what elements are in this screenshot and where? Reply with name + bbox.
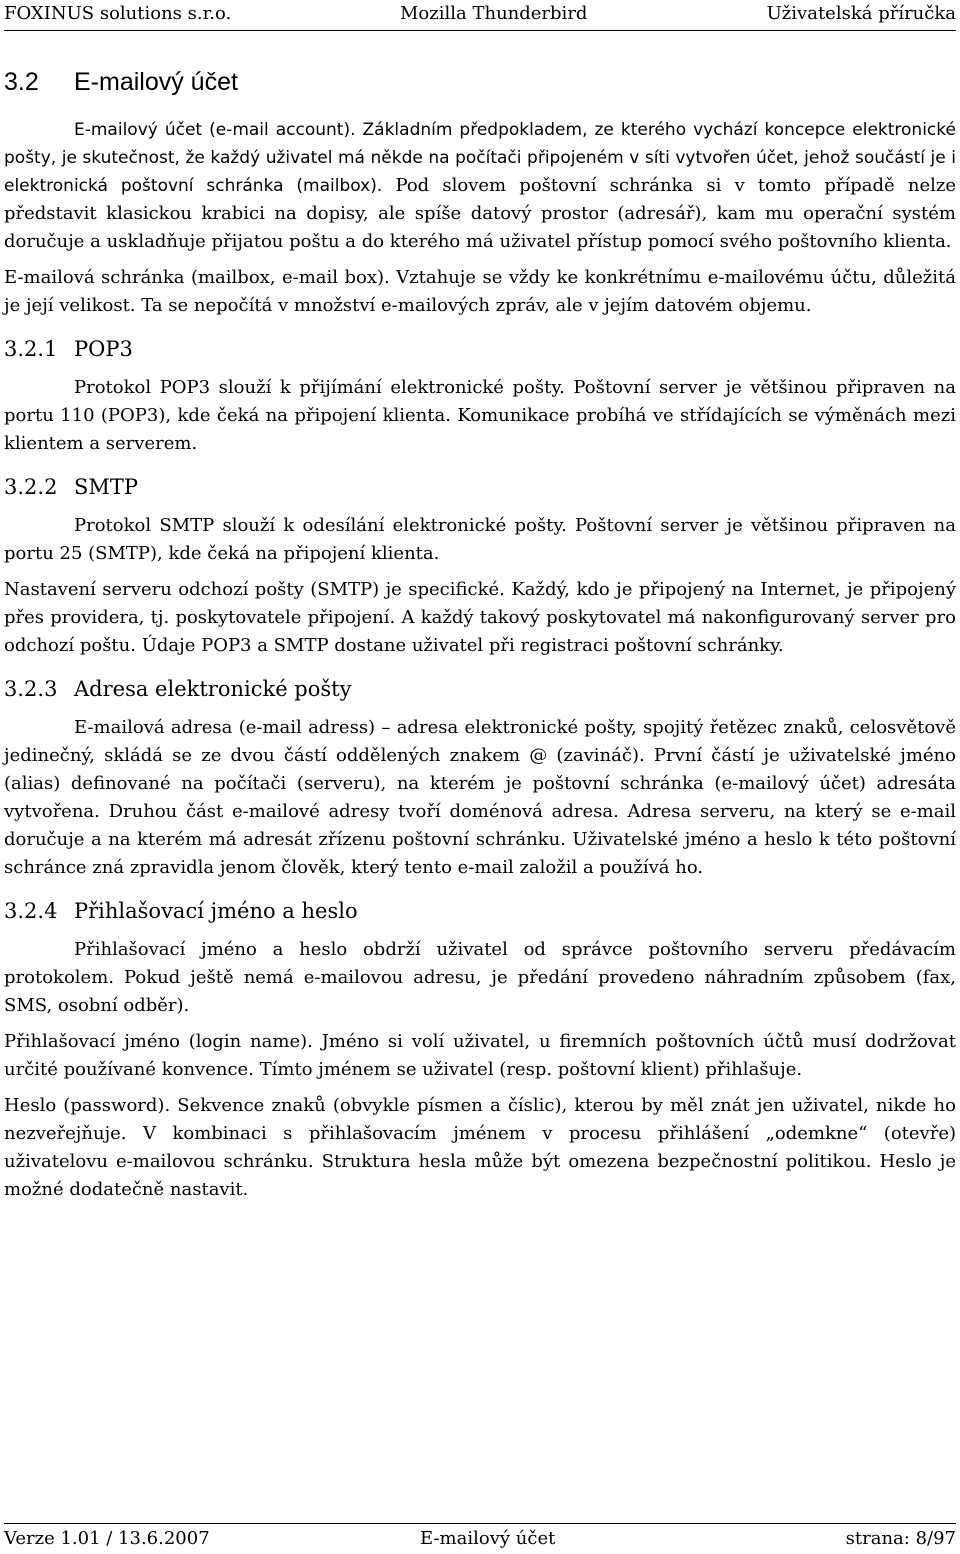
- paragraph-smtp-2: Nastavení serveru odchozí pošty (SMTP) je specifické. Každý, kdo je připojený na Internet, je připojený přes providera, tj. poskytovatele připojení. A každý takový poskytovatel má nakonfigurovaný server pro odchozí poštu. Údaje POP3 a SMTP dostane uživatel při registraci poštovní schránky.: [4, 579, 956, 656]
- term-account: E-mailový účet (e-mail account).: [74, 120, 356, 140]
- term-password: Heslo (password).: [4, 1095, 171, 1116]
- paragraph-login-2: [4, 1028, 956, 1084]
- header-doc-title: Uživatelská příručka: [766, 3, 956, 24]
- paragraph-address: [4, 714, 956, 882]
- subsection-heading-login: [4, 896, 956, 926]
- footer-rule: [4, 1523, 956, 1524]
- subsection-heading-pop3: [4, 334, 956, 364]
- subsection-title: SMTP: [74, 475, 139, 499]
- page-content: [4, 62, 956, 1212]
- account-text-2: Pod slovem poštovní schránka si v tomto případě nelze představit klasickou krabici na dopisy, ale spíše datový prostor (adresář), kam mu operační systém doručuje a uskladňuje přijatou poštu a do kterého má uživatel přístup pomocí svého poštovního klienta.: [4, 175, 956, 252]
- page-header: [4, 2, 956, 28]
- subsection-number: 3.2.2: [4, 475, 58, 499]
- subsection-title: POP3: [74, 337, 133, 361]
- term-email-address: E-mailová adresa (e-mail adress): [74, 717, 376, 738]
- header-product: Mozilla Thunderbird: [400, 3, 588, 24]
- subsection-title: Adresa elektronické pošty: [74, 677, 352, 701]
- term-login-name: Přihlašovací jméno (login name).: [4, 1031, 313, 1052]
- login-text: Jméno si volí uživatel, u firemních poštovních účtů musí dodržovat určité používané konvence. Tímto jménem se uživatel (resp. poštovní klient) přihlašuje.: [4, 1031, 956, 1080]
- section-heading: [4, 62, 956, 102]
- footer-page-number: strana: 8/97: [845, 1528, 956, 1549]
- paragraph-pop3: Protokol POP3 slouží k přijímání elektronické pošty. Poštovní server je většinou připraven na portu 110 (POP3), kde čeká na připojení klienta. Komunikace probíhá ve střídajících se výměnách mezi klientem a serverem.: [4, 377, 956, 454]
- header-company: FOXINUS solutions s.r.o.: [4, 3, 232, 24]
- footer-chapter: E-mailový účet: [420, 1528, 556, 1549]
- password-text: Sekvence znaků (obvykle písmen a číslic), kterou by měl znát jen uživatel, nikde ho nezveřejňuje. V kombinaci s přihlašovacím jménem v procesu přihlášení „odemkne“ (otevře) uživatelovu e-mailovou schránku. Struktura hesla může být omezena bezpečnostní politikou. Heslo je možné dodatečně nastavit.: [4, 1095, 956, 1200]
- section-number: 3.2: [4, 68, 39, 96]
- subsection-title: Přihlašovací jméno a heslo: [74, 899, 358, 923]
- section-title: E-mailový účet: [74, 68, 238, 96]
- mailbox-text: Vztahuje se vždy ke konkrétnímu e-mailovému účtu, důležitá je její velikost. Ta se nepočítá v množství e-mailových zpráv, ale v jejím datovém objemu.: [4, 267, 957, 316]
- paragraph-account: [4, 116, 956, 256]
- paragraph-mailbox: [4, 264, 956, 320]
- paragraph-login-1: Přihlašovací jméno a heslo obdrží uživatel od správce poštovního serveru předávacím protokolem. Pokud ještě nemá e-mailovou adresu, je předání provedeno náhradním způsobem (fax, SMS, osobní odběr).: [4, 939, 956, 1016]
- account-text-1: Základním předpokladem, ze kterého vychází koncepce elektronické pošty, je skutečnost, že každý uživatel má někde na počítači připojeném v síti vytvořen účet, jehož součástí je i elektronická poštovní schránka (mailbox).: [4, 120, 956, 196]
- page-footer: [4, 1527, 956, 1553]
- address-text: – adresa elektronické pošty, spojitý řetězec znaků, celosvětově jedinečný, skládá se ze dvou částí oddělených znakem @ (zavináč). První částí je uživatelské jméno (alias) definované na počítači (serveru), na kterém je poštovní schránka (e-mailový účet) adresáta vytvořena. Druhou část e-mailové adresy tvoří doménová adresa. Adresa serveru, na který se e-mail doručuje a na kterém má adresát zřízenu poštovní schránku. Uživatelské jméno a heslo k této poštovní schránce zná zpravidla jenom člověk, který tento e-mail založil a používá ho.: [4, 717, 956, 878]
- subsection-heading-smtp: [4, 472, 956, 502]
- subsection-heading-address: [4, 674, 956, 704]
- subsection-number: 3.2.3: [4, 677, 58, 701]
- footer-version: Verze 1.01 / 13.6.2007: [4, 1528, 210, 1549]
- header-rule: [4, 30, 956, 31]
- paragraph-password: [4, 1092, 956, 1204]
- subsection-number: 3.2.1: [4, 337, 58, 361]
- paragraph-smtp-1: Protokol SMTP slouží k odesílání elektronické pošty. Poštovní server je většinou připraven na portu 25 (SMTP), kde čeká na připojení klienta.: [4, 515, 956, 564]
- subsection-number: 3.2.4: [4, 899, 58, 923]
- term-mailbox: E-mailová schránka (mailbox, e-mail box).: [4, 267, 390, 288]
